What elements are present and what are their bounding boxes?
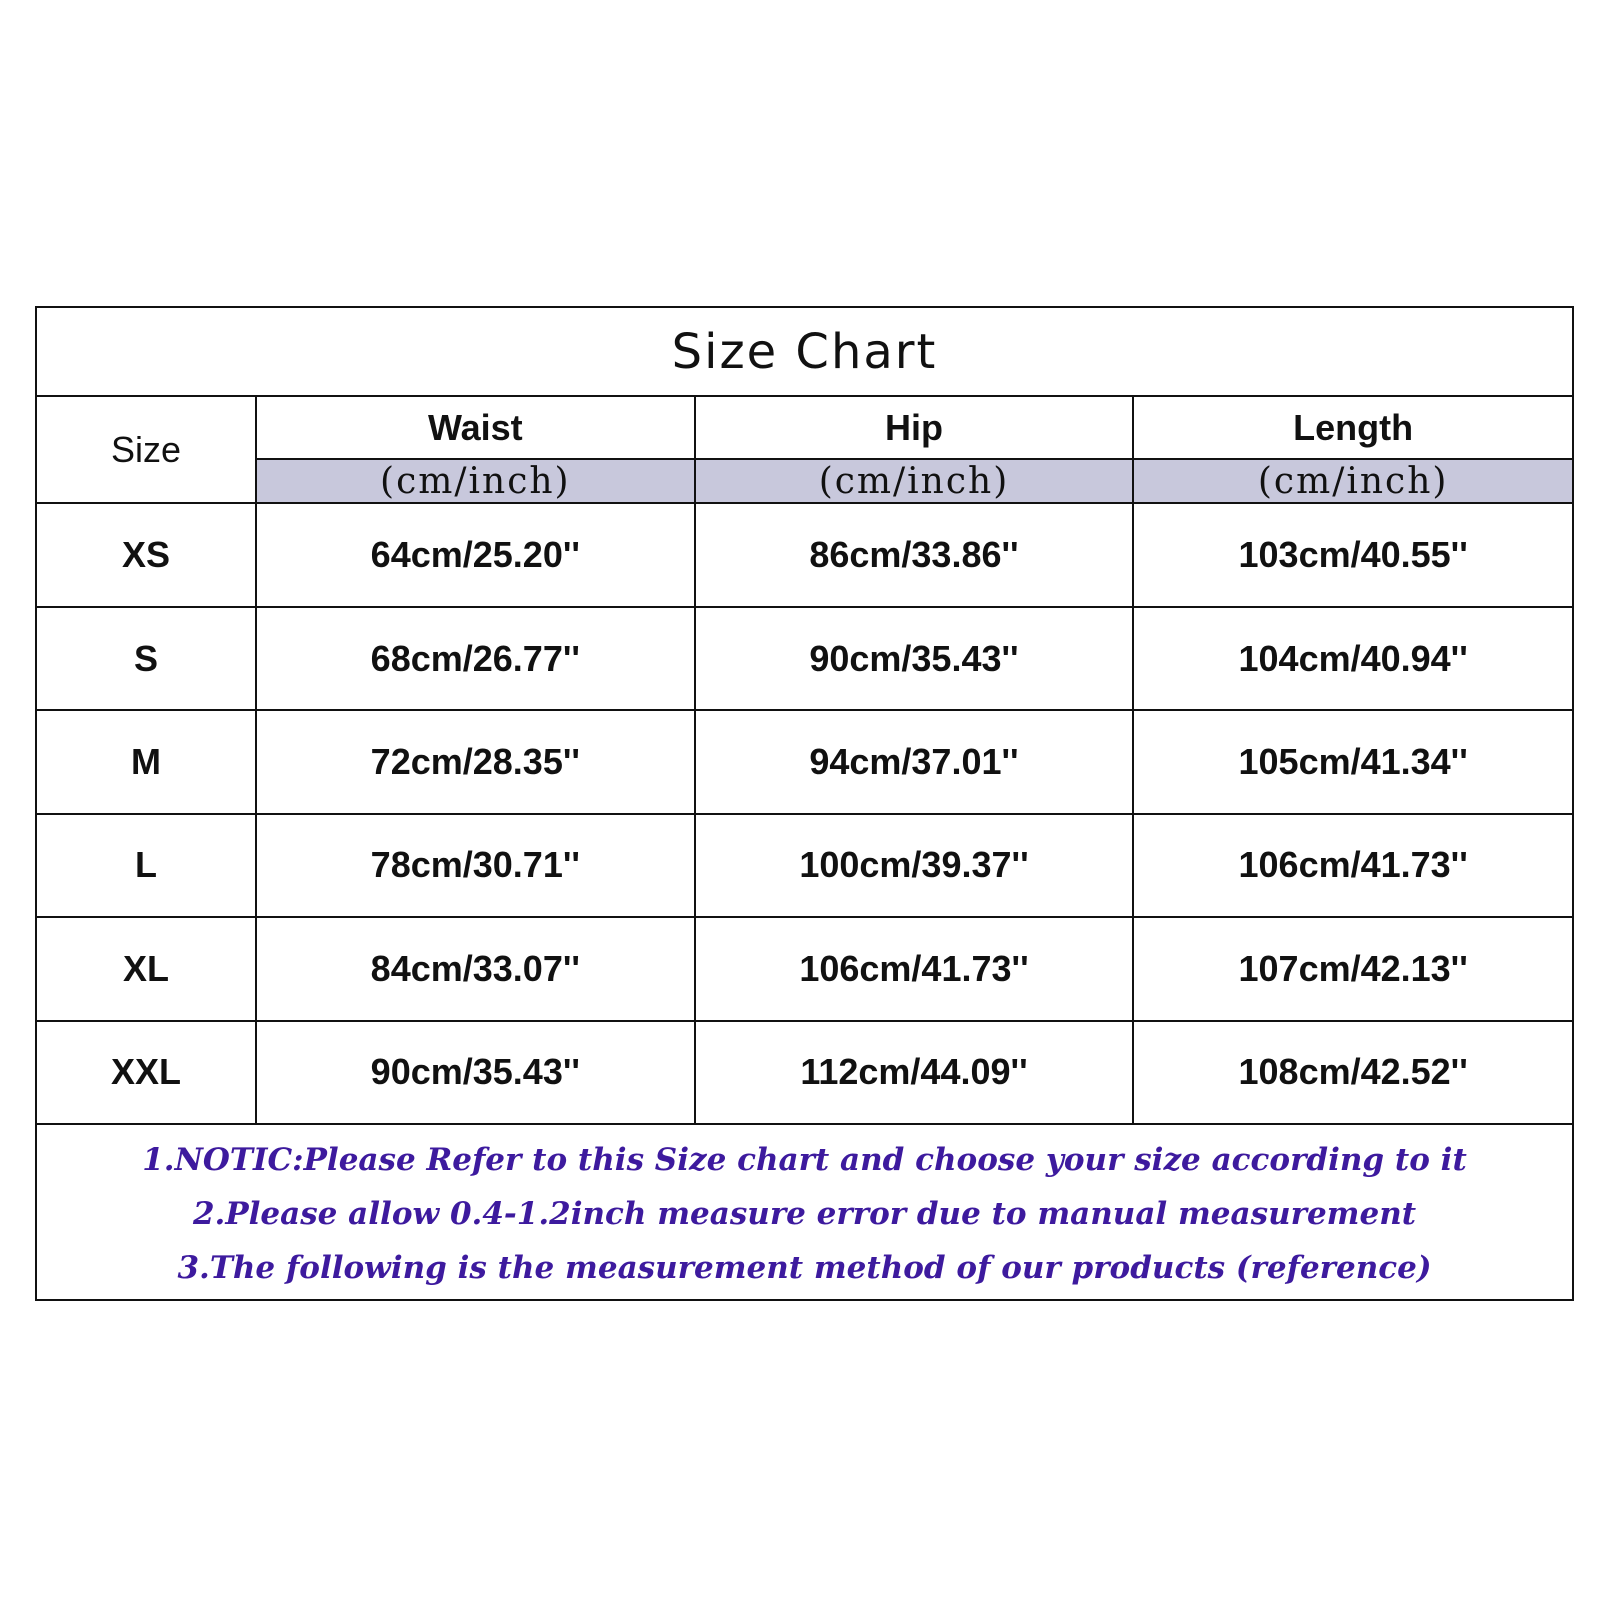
table-row: [37, 814, 1572, 917]
waist-cell: 78cm/30.71'': [256, 814, 695, 917]
table-row: [37, 1021, 1572, 1124]
unit-row: [37, 459, 1572, 503]
table-row: [37, 917, 1572, 1020]
size-cell: XXL: [37, 1021, 256, 1124]
waist-cell: 72cm/28.35'': [256, 710, 695, 813]
table-row: [37, 710, 1572, 813]
length-cell: 106cm/41.73'': [1133, 814, 1572, 917]
size-chart: [35, 306, 1574, 1301]
header-row: [37, 397, 1572, 459]
note-line: 3.The following is the measurement method of our products (reference): [177, 1250, 1432, 1286]
size-cell: S: [37, 607, 256, 710]
header-size: Size: [37, 397, 256, 503]
length-cell: 107cm/42.13'': [1133, 917, 1572, 1020]
unit-length: (cm/inch): [1133, 459, 1572, 503]
chart-title: Size Chart: [37, 308, 1572, 397]
header-length: Length: [1133, 397, 1572, 459]
hip-cell: 86cm/33.86'': [695, 503, 1134, 606]
waist-cell: 84cm/33.07'': [256, 917, 695, 1020]
size-cell: M: [37, 710, 256, 813]
size-cell: XL: [37, 917, 256, 1020]
length-cell: 104cm/40.94'': [1133, 607, 1572, 710]
header-waist: Waist: [256, 397, 695, 459]
length-cell: 105cm/41.34'': [1133, 710, 1572, 813]
table-row: [37, 607, 1572, 710]
length-cell: 103cm/40.55'': [1133, 503, 1572, 606]
hip-cell: 90cm/35.43'': [695, 607, 1134, 710]
note-line: 2.Please allow 0.4-1.2inch measure error due to manual measurement: [192, 1196, 1417, 1232]
note-line: 1.NOTIC:Please Refer to this Size chart and choose your size according to it: [142, 1142, 1467, 1178]
size-cell: XS: [37, 503, 256, 606]
hip-cell: 94cm/37.01'': [695, 710, 1134, 813]
waist-cell: 90cm/35.43'': [256, 1021, 695, 1124]
hip-cell: 100cm/39.37'': [695, 814, 1134, 917]
notes-section: [37, 1125, 1572, 1299]
waist-cell: 68cm/26.77'': [256, 607, 695, 710]
header-hip: Hip: [695, 397, 1134, 459]
waist-cell: 64cm/25.20'': [256, 503, 695, 606]
unit-hip: (cm/inch): [695, 459, 1134, 503]
size-table: [37, 397, 1572, 1125]
unit-waist: (cm/inch): [256, 459, 695, 503]
length-cell: 108cm/42.52'': [1133, 1021, 1572, 1124]
size-cell: L: [37, 814, 256, 917]
table-row: [37, 503, 1572, 606]
hip-cell: 112cm/44.09'': [695, 1021, 1134, 1124]
hip-cell: 106cm/41.73'': [695, 917, 1134, 1020]
